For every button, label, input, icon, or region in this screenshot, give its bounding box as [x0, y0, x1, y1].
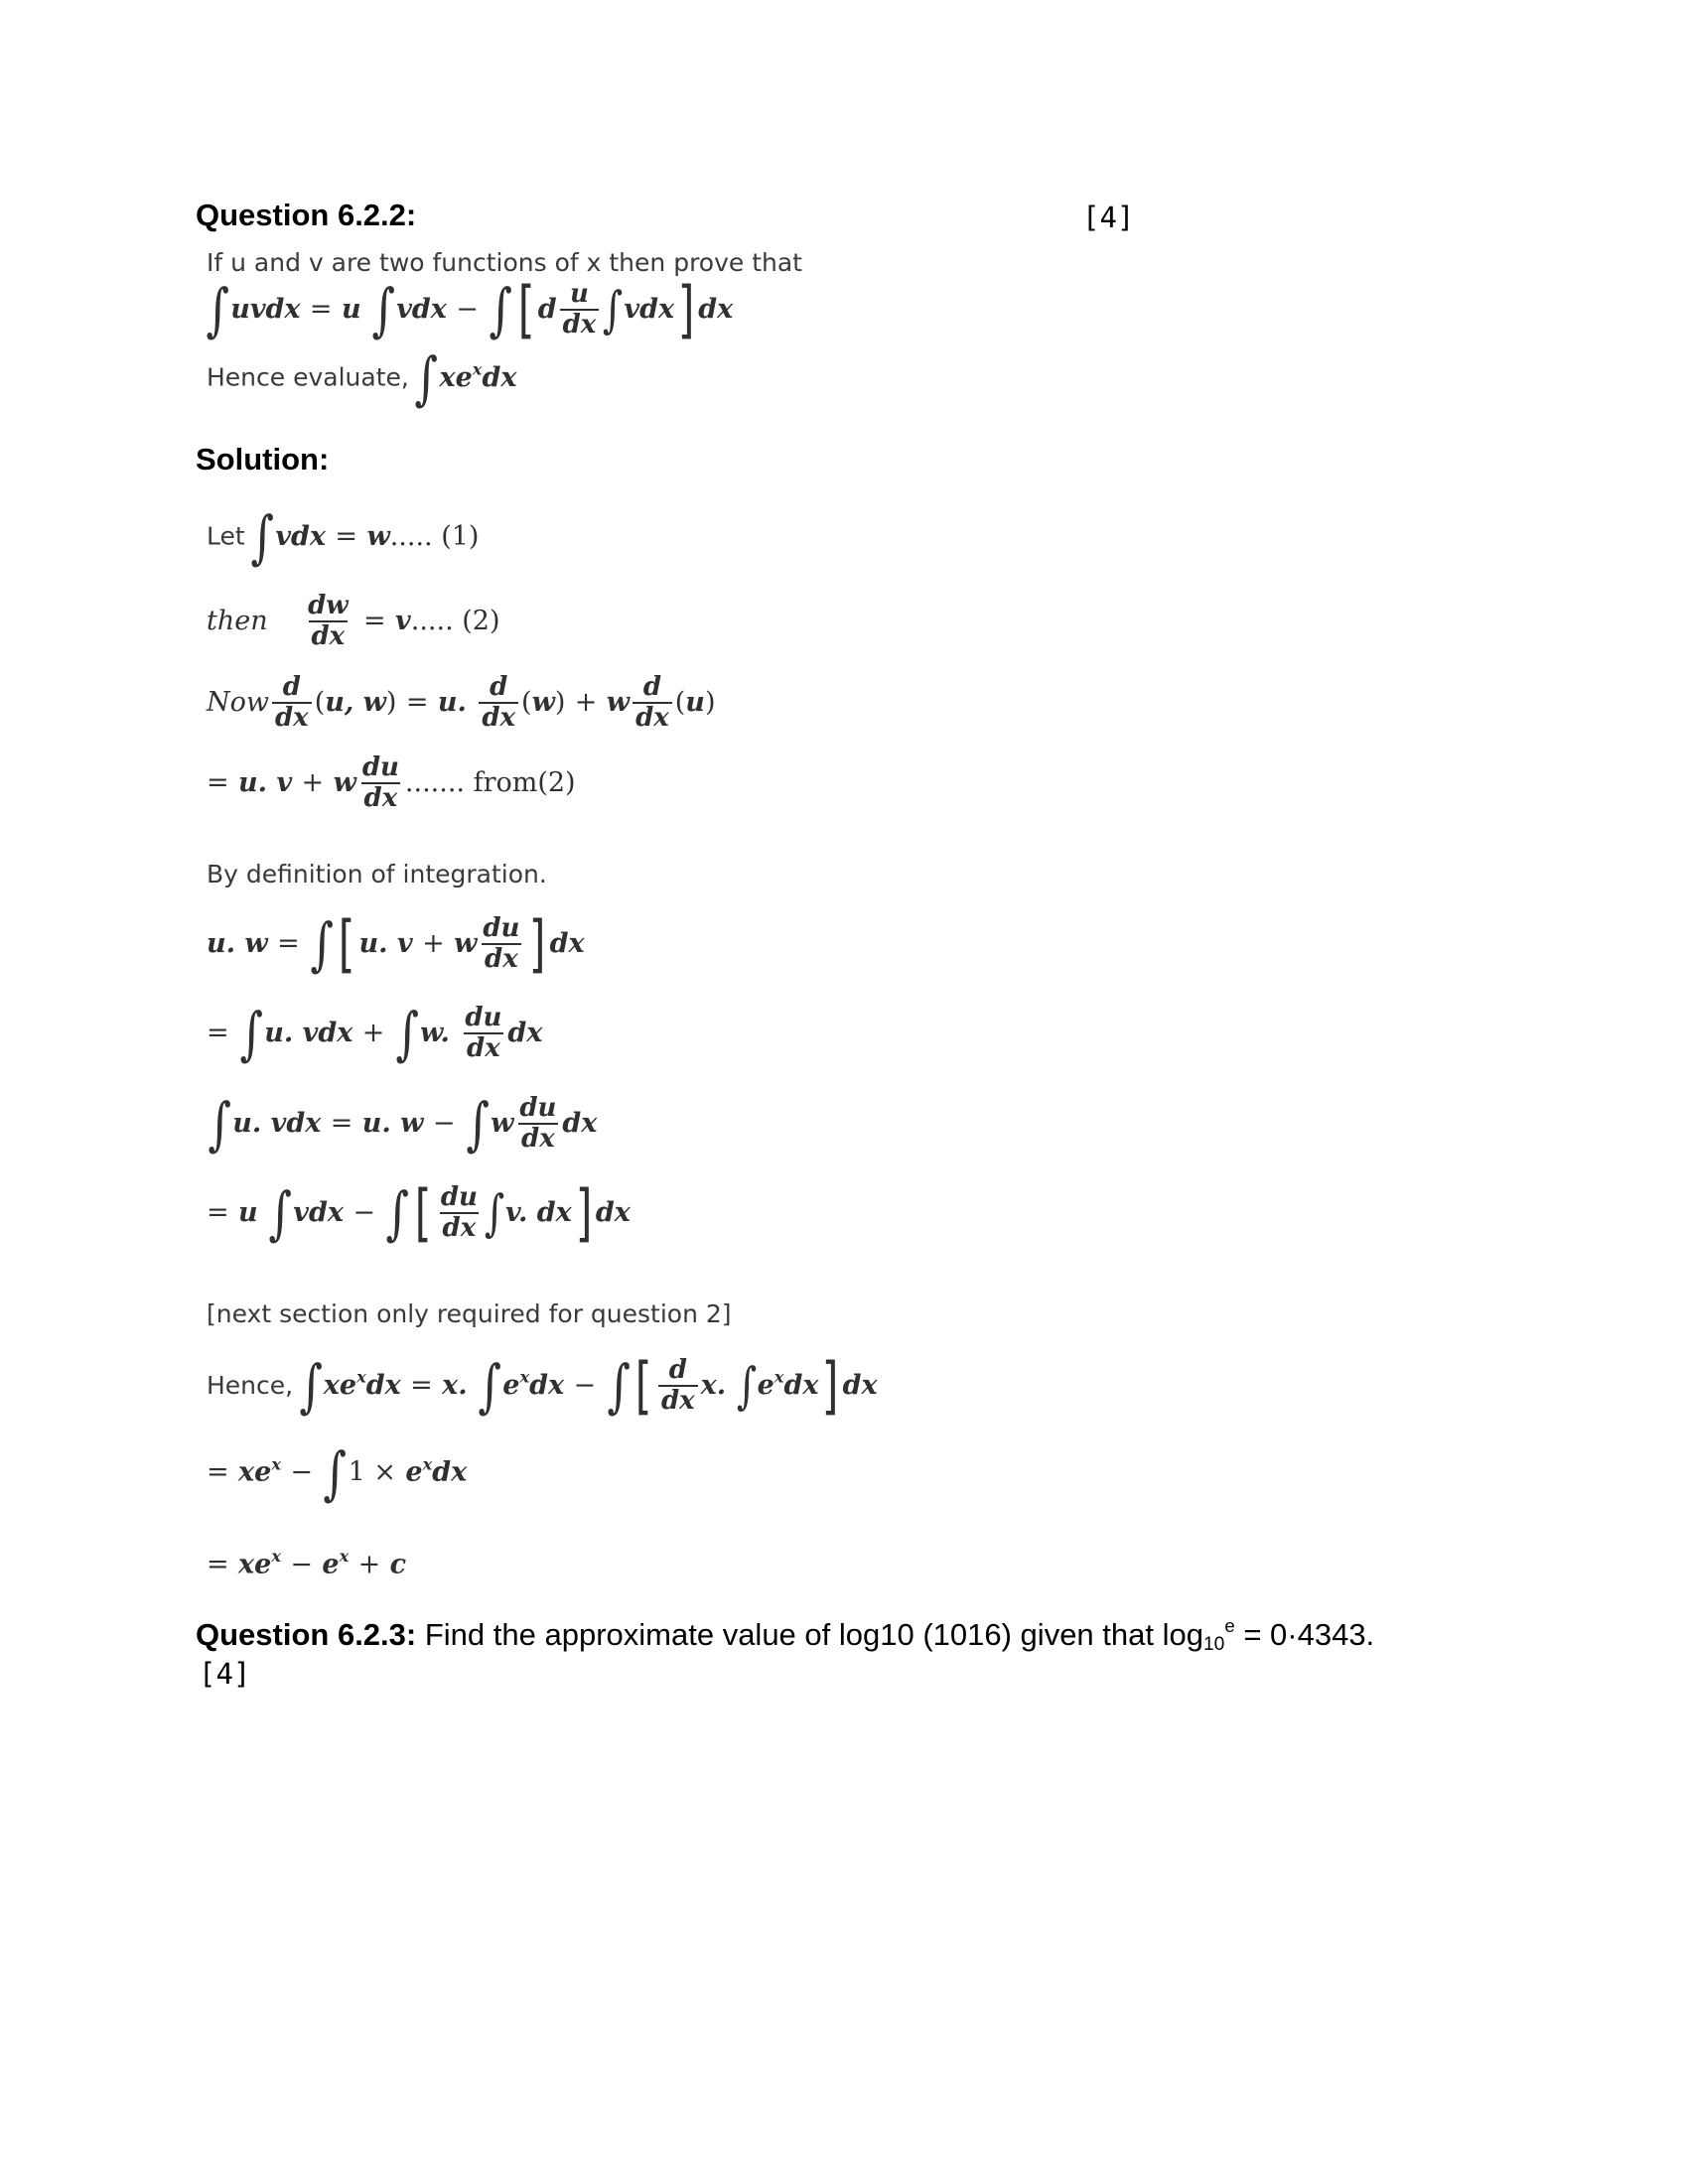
step-then: then $\frac{dw}{dx}$ = v..... (2) — [207, 591, 500, 652]
step-final-formula: = u ∫vdx − ∫[ $\frac{du}{dx}$ ∫v. dx] dx — [207, 1176, 631, 1250]
step-from2: = u. v + w $\frac{du}{dx}$ ....... from(2) — [207, 752, 576, 814]
step-now: Now $\frac{d}{dx}$ (u, w) = u. $\frac{d}{dx}$ (w) + w $\frac{d}{dx}$ (u) — [207, 672, 716, 734]
log-base: 10 — [1202, 1633, 1225, 1655]
solution-title: Solution: — [196, 442, 330, 477]
note-text: [next section only required for question 2] — [207, 1299, 732, 1328]
step-split-integral: = ∫u. vdx + ∫w. $\frac{du}{dx}$ dx — [207, 1000, 543, 1068]
step-hence: Hence, $\int xe^xdx = x$. $\int e^xdx$ − ∫[ $\frac{d}{dx}$ x. $\int e^xdx$] dx — [207, 1349, 878, 1423]
question-2-marks: [4] — [199, 1657, 251, 1691]
question-2-title: Question 6.2.3: — [196, 1617, 417, 1653]
step-rearrange: ∫u. vdx = u. w − ∫w $\frac{du}{dx}$ dx — [208, 1090, 598, 1159]
now-label: Now — [207, 686, 269, 718]
question-2-text: Find the approximate value of log10 (1016) given that log — [424, 1617, 1203, 1653]
hence-label: Hence, — [207, 1370, 294, 1400]
hence-evaluate-line — [207, 344, 517, 412]
step-let: Let ∫vdx = w..... (1) — [207, 503, 480, 571]
then-label: then — [207, 605, 268, 636]
question-2-given-value: = 0·4343. — [1234, 1617, 1375, 1653]
from2-label: ....... from(2) — [404, 766, 576, 798]
log-argument: e — [1224, 1615, 1235, 1636]
by-definition-text: By definition of integration. — [207, 860, 547, 888]
formula-evaluate: $\int xe^xdx$ — [414, 344, 517, 412]
let-label: Let — [207, 521, 245, 551]
question-marks: [4] — [1082, 201, 1135, 234]
hence-evaluate-label: Hence evaluate, — [207, 362, 409, 392]
question-2-line — [196, 1615, 1374, 1656]
question-statement: If u and v are two functions of x then prove that — [207, 248, 802, 277]
formula-integration-by-parts: ∫uvdx = u ∫vdx − ∫[ d $\frac{u}{dx}$ ∫vdx] dx — [206, 273, 734, 346]
step-evaluate-1: = $xe^x - \int 1 \times e^xdx$ — [207, 1439, 468, 1507]
question-title: Question 6.2.2: — [196, 198, 417, 232]
step-uw-integral: u. w = ∫[ u. v + w $\frac{du}{dx}$ ] dx — [207, 907, 585, 981]
step-evaluate-result: = $xe^x - e^x + c$ — [207, 1547, 407, 1580]
